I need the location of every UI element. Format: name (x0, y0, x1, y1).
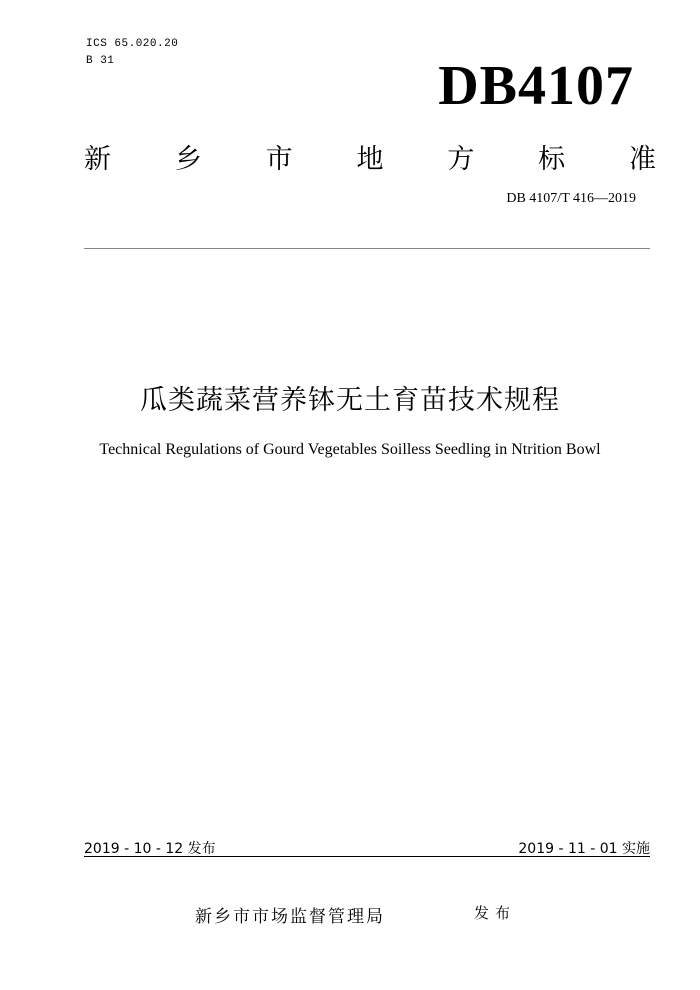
top-divider (84, 248, 650, 249)
standard-type-char: 乡 (174, 144, 202, 175)
standard-code: DB4107 (438, 55, 634, 117)
classification-code: B 31 (86, 55, 115, 67)
issue-date: 2019 - 10 - 12 发布 (84, 841, 216, 857)
standard-type-char: 地 (356, 144, 384, 175)
standard-type-char: 方 (447, 144, 475, 175)
issuer-action: 发布 (474, 904, 517, 922)
implementation-date: 2019 - 11 - 01 实施 (518, 841, 650, 857)
document-title-english: Technical Regulations of Gourd Vegetables Soilless Seedling in Ntrition Bowl (99, 441, 601, 458)
issuer-name: 新乡市市场监督管理局 (195, 907, 385, 927)
bottom-divider (84, 856, 650, 857)
standard-type-char: 市 (265, 144, 293, 175)
standard-type-char: 准 (628, 144, 656, 175)
standard-type-char: 标 (538, 144, 566, 175)
ics-code: ICS 65.020.20 (86, 38, 179, 50)
standard-type-char: 新 (84, 144, 111, 175)
standard-number: DB 4107/T 416—2019 (506, 191, 636, 206)
standard-type (84, 137, 656, 176)
document-title-chinese: 瓜类蔬菜营养钵无土育苗技术规程 (140, 385, 560, 416)
